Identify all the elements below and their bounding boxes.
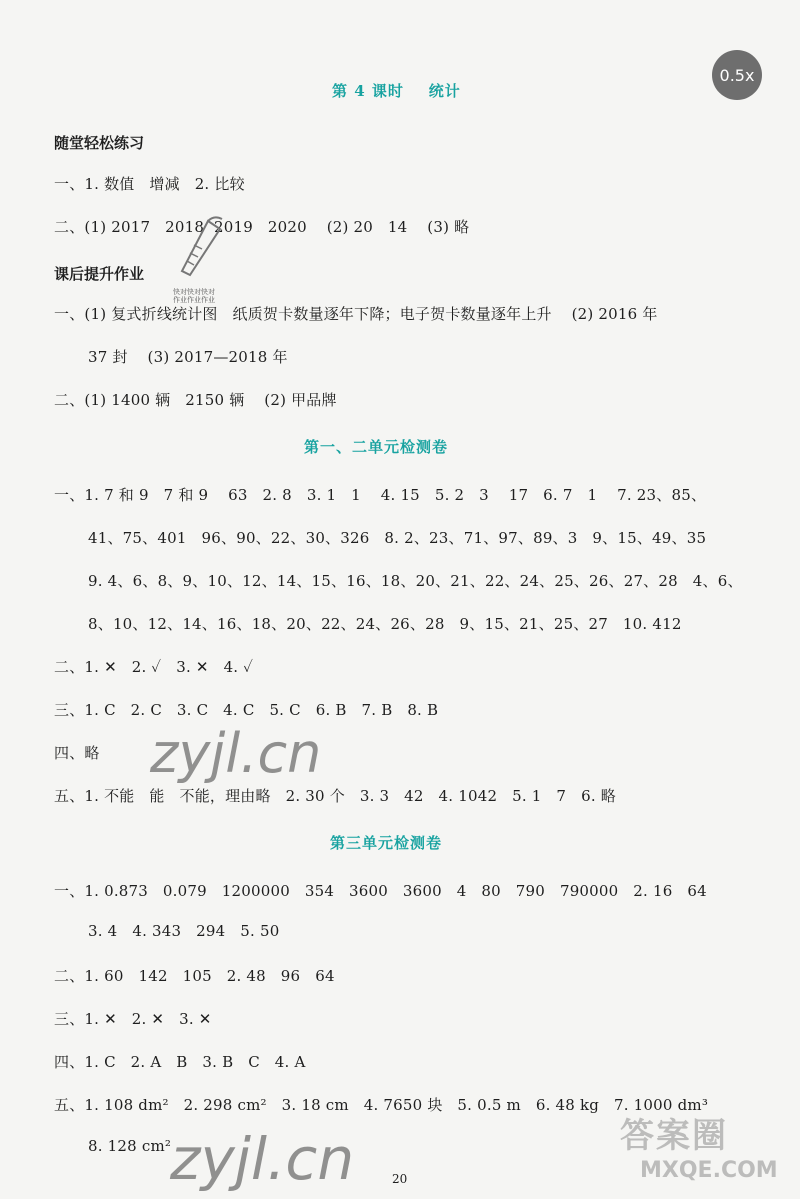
carrot-stamp-icon	[170, 215, 230, 285]
lesson-heading: 第 4 课时 统计	[332, 82, 461, 100]
answer-line: 9. 4、6、8、9、10、12、14、15、16、18、20、21、22、24、25、26、27、28 4、6、	[88, 572, 743, 590]
answer-line: 二、1. 60 142 105 2. 48 96 64	[54, 967, 335, 985]
answer-line: 三、1. C 2. C 3. C 4. C 5. C 6. B 7. B 8. B	[54, 701, 439, 719]
answer-line: 一、(1) 复式折线统计图 纸质贺卡数量逐年下降；电子贺卡数量逐年上升 (2) 2016 年	[54, 305, 658, 323]
answer-line: 一、1. 7 和 9 7 和 9 63 2. 8 3. 1 1 4. 15 5. 2 3 17 6. 7 1 7. 23、85、	[54, 486, 707, 504]
answer-line: 二、1. ✕ 2. ✓ 3. ✕ 4. ✓	[54, 658, 254, 676]
zoom-level-badge[interactable]: 0.5x	[712, 50, 762, 100]
answer-line: 37 封 (3) 2017—2018 年	[88, 348, 288, 366]
answer-line: 41、75、401 96、90、22、30、326 8. 2、23、71、97、89、3 9、15、49、35	[88, 529, 707, 547]
answer-line: 8. 128 cm²	[88, 1137, 172, 1155]
stamp-text: 快对快对快对 作业作业作业	[173, 288, 215, 304]
corner-logo: 答案圈	[620, 1116, 728, 1156]
answer-line: 3. 4 4. 343 294 5. 50	[88, 922, 280, 940]
answer-line: 二、(1) 1400 辆 2150 辆 (2) 甲品牌	[54, 391, 337, 409]
section-after-class: 课后提升作业	[54, 265, 145, 283]
watermark-text-bottom: zyjl.cn	[170, 1125, 355, 1193]
answer-line: 一、1. 0.873 0.079 1200000 354 3600 3600 4 80 790 790000 2. 16 64	[54, 882, 707, 900]
corner-url: MXQE.COM	[640, 1158, 778, 1183]
watermark-text: zyjl.cn	[150, 722, 322, 785]
unit3-heading: 第三单元检测卷	[330, 834, 443, 852]
answer-line: 一、1. 数值 增减 2. 比较	[54, 175, 245, 193]
answer-line: 8、10、12、14、16、18、20、22、24、26、28 9、15、21、25、27 10. 412	[88, 615, 682, 633]
answer-line: 五、1. 108 dm² 2. 298 cm² 3. 18 cm 4. 7650 块 5. 0.5 m 6. 48 kg 7. 1000 dm³	[54, 1096, 709, 1114]
page-number: 20	[392, 1172, 408, 1186]
answer-line: 四、1. C 2. A B 3. B C 4. A	[54, 1053, 306, 1071]
section-classroom-practice: 随堂轻松练习	[54, 134, 145, 152]
answer-line: 五、1. 不能 能 不能，理由略 2. 30 个 3. 3 42 4. 1042 5. 1 7 6. 略	[54, 787, 616, 805]
answer-line: 二、(1) 2017 2018 2019 2020 (2) 20 14 (3) 略	[54, 218, 470, 236]
answer-line: 三、1. ✕ 2. ✕ 3. ✕	[54, 1010, 212, 1028]
answer-line: 四、略	[54, 744, 100, 762]
unit12-heading: 第一、二单元检测卷	[304, 438, 449, 456]
